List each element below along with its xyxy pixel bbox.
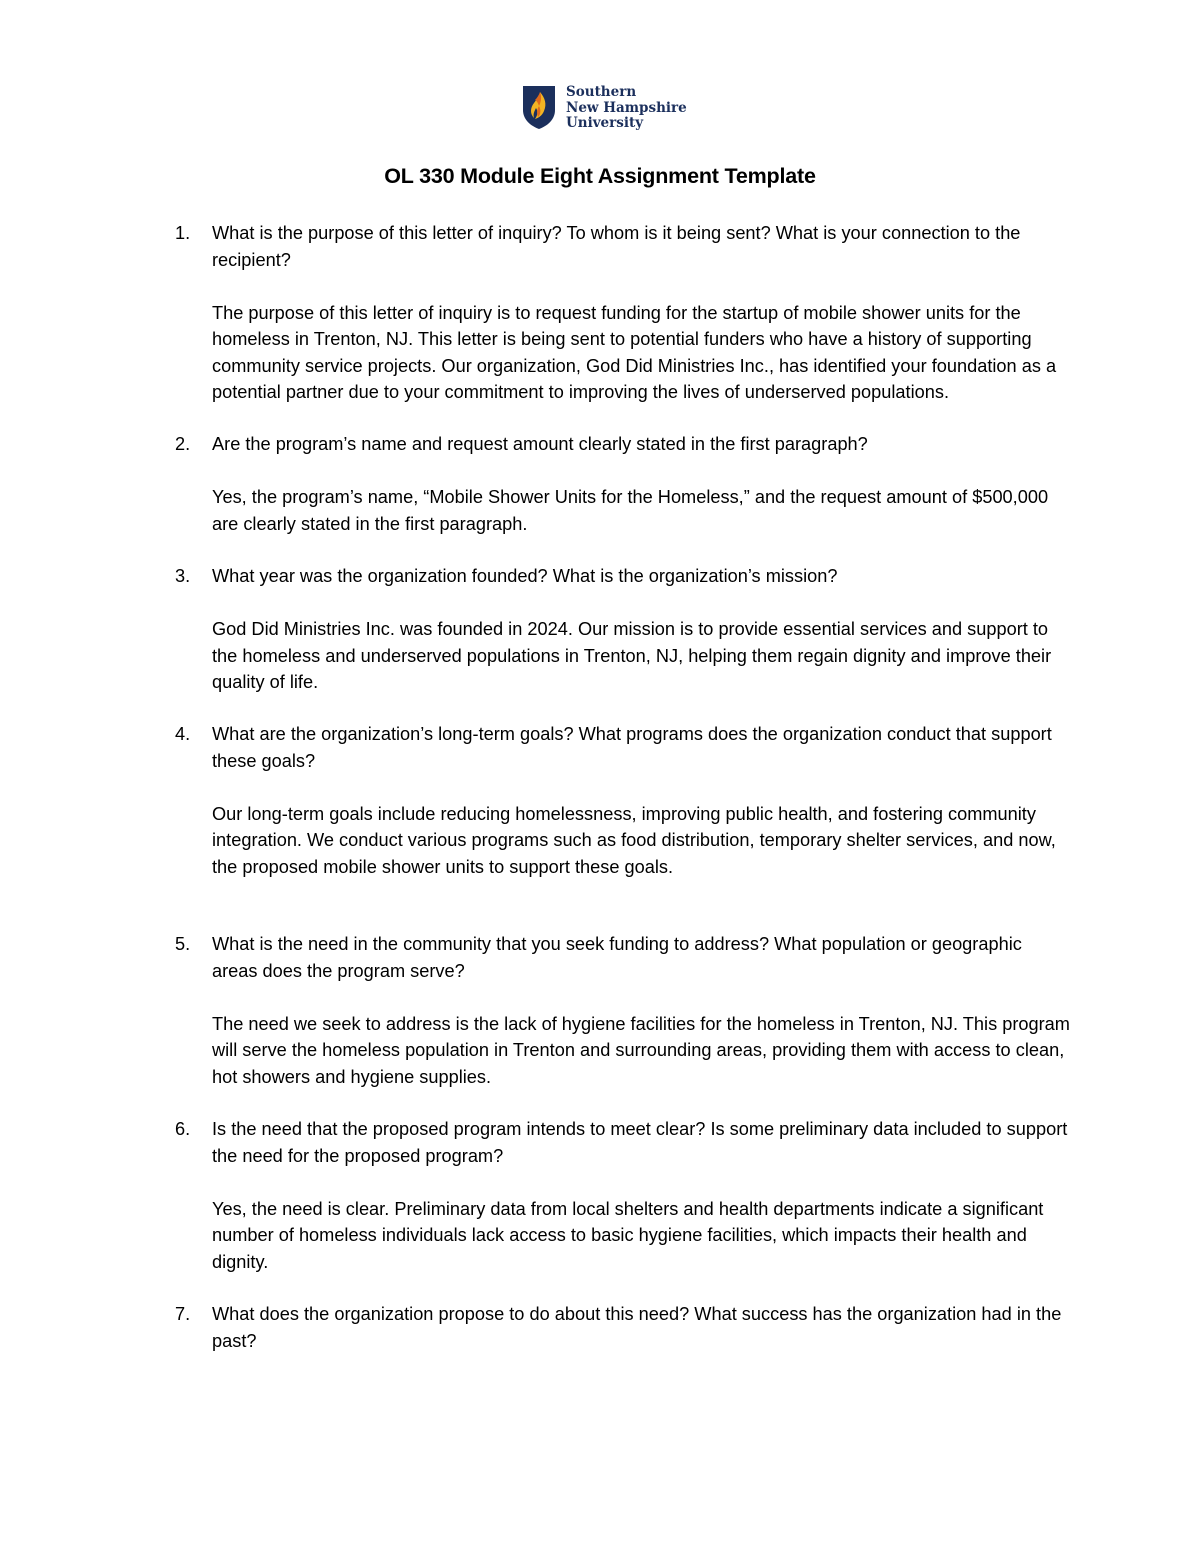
item-number: 5. <box>175 934 191 954</box>
question-item-6 <box>170 1116 1070 1275</box>
answer-text: Yes, the need is clear. Preliminary data from local shelters and health departments indicate a significant number of homeless individuals lack access to basic hygiene facilities, which impacts their health and dignity. <box>212 1198 1044 1272</box>
question-item-1 <box>170 220 1070 406</box>
item-number: 2. <box>175 434 191 454</box>
question-text: What are the organization’s long-term goals? What programs does the organization conduct that support these goals? <box>212 724 1052 771</box>
question-text: What is the need in the community that you seek funding to address? What population or geographic areas does the program serve? <box>212 934 1022 981</box>
question-item-5 <box>170 931 1070 1090</box>
university-name <box>566 85 687 132</box>
question-text: Are the program’s name and request amount clearly stated in the first paragraph? <box>212 434 868 454</box>
question-item-2 <box>170 431 1070 537</box>
question-item-3 <box>170 563 1070 696</box>
university-name-line1: Southern <box>566 84 637 100</box>
item-number: 6. <box>175 1119 191 1139</box>
question-item-7 <box>170 1301 1070 1354</box>
answer-text: The need we seek to address is the lack of hygiene facilities for the homeless in Trenton, NJ. This program will serve the homeless population in Trenton and surrounding areas, providing them with access to clean, hot showers and hygiene supplies. <box>212 1013 1070 1087</box>
item-number: 3. <box>175 566 191 586</box>
flame-shield-icon <box>521 84 557 130</box>
question-text: What is the purpose of this letter of inquiry? To whom is it being sent? What is your connection to the recipient? <box>212 223 1021 270</box>
university-logo <box>521 84 687 132</box>
question-text: What does the organization propose to do about this need? What success has the organization had in the past? <box>212 1304 1062 1351</box>
answer-text: Our long-term goals include reducing homelessness, improving public health, and fostering community integration. We conduct various programs such as food distribution, temporary shelter services, and now, the proposed mobile shower units to support these goals. <box>212 803 1056 877</box>
question-text: Is the need that the proposed program intends to meet clear? Is some preliminary data included to support the need for the proposed program? <box>212 1119 1068 1166</box>
item-number: 4. <box>175 724 191 744</box>
answer-text: Yes, the program’s name, “Mobile Shower Units for the Homeless,” and the request amount of $500,000 are clearly stated in the first paragraph. <box>212 487 1049 534</box>
university-name-line3: University <box>566 115 644 131</box>
university-name-line2: New Hampshire <box>566 99 687 116</box>
item-number: 7. <box>175 1304 191 1324</box>
item-number: 1. <box>175 223 191 243</box>
question-text: What year was the organization founded? What is the organization’s mission? <box>212 566 838 586</box>
question-item-4 <box>170 721 1070 880</box>
answer-text: The purpose of this letter of inquiry is to request funding for the startup of mobile shower units for the homeless in Trenton, NJ. This letter is being sent to potential funders who have a history of supporting community service projects. Our organization, God Did Ministries Inc., has identified your foundation as a potential partner due to your commitment to improving the lives of underserved populations. <box>212 302 1057 402</box>
answer-text: God Did Ministries Inc. was founded in 2024. Our mission is to provide essential services and support to the homeless and underserved populations in Trenton, NJ, helping them regain dignity and improve their quality of life. <box>212 619 1052 692</box>
document-title: OL 330 Module Eight Assignment Template <box>384 164 816 188</box>
